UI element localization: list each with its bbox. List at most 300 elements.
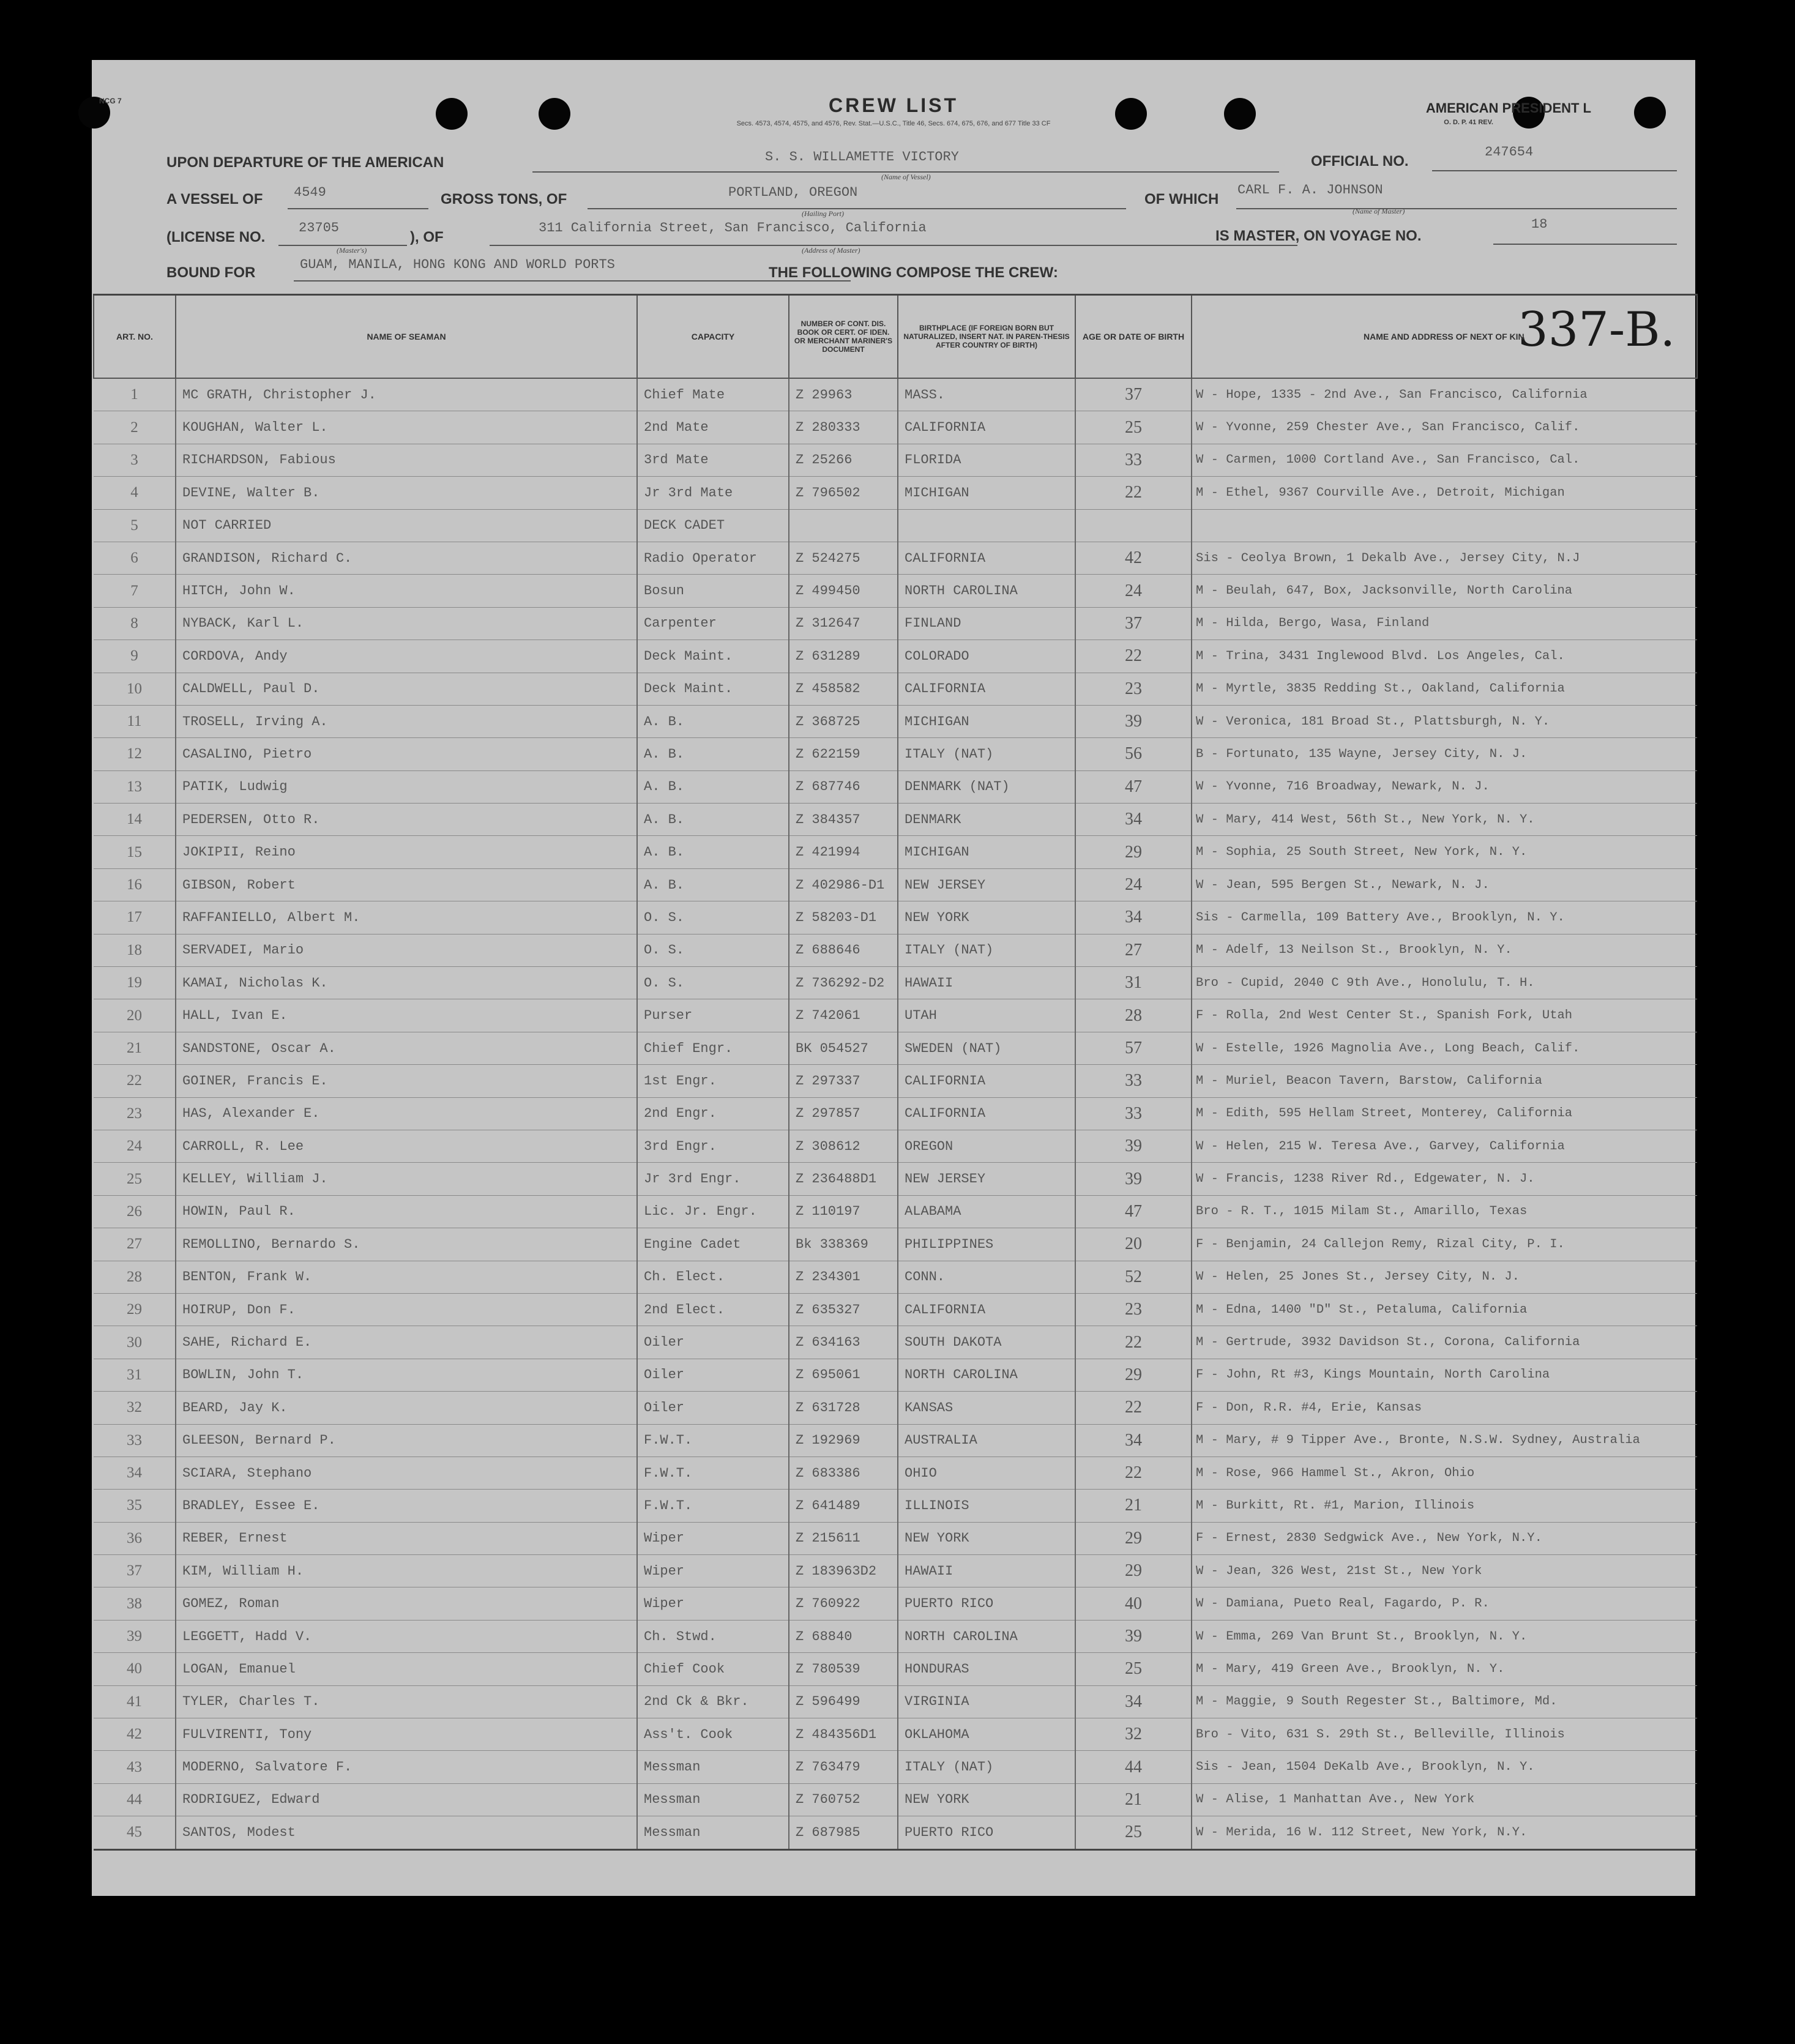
crew-capacity: Lic. Jr. Engr. <box>637 1195 789 1228</box>
crew-table-header <box>94 295 1697 379</box>
crew-capacity: Oiler <box>637 1326 789 1359</box>
crew-capacity: Jr 3rd Engr. <box>637 1163 789 1195</box>
crew-document: Z 215611 <box>789 1522 898 1554</box>
license-no: 23705 <box>299 220 340 236</box>
crew-next-of-kin: M - Burkitt, Rt. #1, Marion, Illinois <box>1192 1490 1697 1522</box>
crew-next-of-kin: W - Helen, 215 W. Teresa Ave., Garvey, California <box>1192 1130 1697 1162</box>
crew-no: 13 <box>94 770 176 803</box>
crew-birthplace: PUERTO RICO <box>898 1816 1075 1849</box>
crew-capacity: Deck Maint. <box>637 640 789 673</box>
of-which-label: OF WHICH <box>1144 191 1219 207</box>
crew-birthplace: CALIFORNIA <box>898 411 1075 444</box>
crew-birthplace: UTAH <box>898 999 1075 1032</box>
table-row <box>94 1293 1697 1326</box>
crew-no: 25 <box>94 1163 176 1195</box>
crew-next-of-kin: M - Sophia, 25 South Street, New York, N. Y. <box>1192 836 1697 868</box>
crew-next-of-kin: M - Myrtle, 3835 Redding St., Oakland, California <box>1192 673 1697 705</box>
table-row <box>94 999 1697 1032</box>
crew-no: 31 <box>94 1359 176 1391</box>
crew-no: 30 <box>94 1326 176 1359</box>
crew-birthplace: FINLAND <box>898 607 1075 640</box>
crew-document: BK 054527 <box>789 1032 898 1064</box>
crew-age: 27 <box>1075 934 1192 966</box>
crew-age: 25 <box>1075 1653 1192 1685</box>
crew-name: HAS, Alexander E. <box>176 1097 637 1130</box>
table-row <box>94 411 1697 444</box>
crew-document: Z 683386 <box>789 1457 898 1489</box>
crew-age: 47 <box>1075 770 1192 803</box>
crew-no: 16 <box>94 868 176 901</box>
crew-birthplace: NEW YORK <box>898 901 1075 934</box>
crew-name: SERVADEI, Mario <box>176 934 637 966</box>
crew-name: TYLER, Charles T. <box>176 1685 637 1718</box>
crew-birthplace: KANSAS <box>898 1392 1075 1424</box>
voyage-no: 18 <box>1531 217 1548 232</box>
crew-age: 29 <box>1075 836 1192 868</box>
crew-next-of-kin: M - Adelf, 13 Neilson St., Brooklyn, N. Y. <box>1192 934 1697 966</box>
crew-no: 29 <box>94 1293 176 1326</box>
crew-birthplace: ILLINOIS <box>898 1490 1075 1522</box>
crew-next-of-kin: Sis - Jean, 1504 DeKalb Ave., Brooklyn, N. Y. <box>1192 1751 1697 1783</box>
crew-no: 8 <box>94 607 176 640</box>
crew-name: MODERNO, Salvatore F. <box>176 1751 637 1783</box>
crew-next-of-kin: W - Jean, 326 West, 21st St., New York <box>1192 1555 1697 1587</box>
of-label: ), OF <box>410 229 444 245</box>
crew-age: 22 <box>1075 1326 1192 1359</box>
crew-birthplace: NORTH CAROLINA <box>898 1620 1075 1652</box>
crew-birthplace: MICHIGAN <box>898 836 1075 868</box>
crew-no: 40 <box>94 1653 176 1685</box>
table-row <box>94 1718 1697 1751</box>
compose-label: THE FOLLOWING COMPOSE THE CREW: <box>769 264 1058 281</box>
crew-capacity: Engine Cadet <box>637 1228 789 1261</box>
crew-next-of-kin: W - Merida, 16 W. 112 Street, New York, N.Y. <box>1192 1816 1697 1849</box>
crew-document: Z 297857 <box>789 1097 898 1130</box>
table-row <box>94 1326 1697 1359</box>
crew-birthplace: CALIFORNIA <box>898 542 1075 574</box>
crew-next-of-kin <box>1192 509 1697 542</box>
crew-capacity: O. S. <box>637 967 789 999</box>
crew-capacity: Wiper <box>637 1587 789 1620</box>
crew-no: 28 <box>94 1261 176 1293</box>
crew-birthplace: NEW YORK <box>898 1783 1075 1816</box>
crew-no: 19 <box>94 967 176 999</box>
table-row <box>94 967 1697 999</box>
crew-birthplace: MICHIGAN <box>898 705 1075 737</box>
crew-capacity: F.W.T. <box>637 1457 789 1489</box>
column-header-capacity: CAPACITY <box>637 295 789 379</box>
crew-age: 29 <box>1075 1522 1192 1554</box>
crew-birthplace: ITALY (NAT) <box>898 934 1075 966</box>
crew-no: 15 <box>94 836 176 868</box>
crew-capacity: Ass't. Cook <box>637 1718 789 1751</box>
bound-for-label: BOUND FOR <box>166 264 256 281</box>
crew-next-of-kin: M - Maggie, 9 South Regester St., Baltimore, Md. <box>1192 1685 1697 1718</box>
crew-age: 25 <box>1075 1816 1192 1849</box>
crew-birthplace: OREGON <box>898 1130 1075 1162</box>
crew-name: GRANDISON, Richard C. <box>176 542 637 574</box>
crew-age: 40 <box>1075 1587 1192 1620</box>
crew-age: 37 <box>1075 607 1192 640</box>
document-title: CREW LIST <box>829 94 958 116</box>
crew-document: Z 458582 <box>789 673 898 705</box>
crew-age: 20 <box>1075 1228 1192 1261</box>
crew-capacity: A. B. <box>637 804 789 836</box>
crew-next-of-kin: W - Estelle, 1926 Magnolia Ave., Long Beach, Calif. <box>1192 1032 1697 1064</box>
table-row <box>94 1130 1697 1162</box>
crew-capacity: Ch. Elect. <box>637 1261 789 1293</box>
crew-birthplace: SOUTH DAKOTA <box>898 1326 1075 1359</box>
table-row <box>94 868 1697 901</box>
crew-next-of-kin: F - Benjamin, 24 Callejon Remy, Rizal City, P. I. <box>1192 1228 1697 1261</box>
crew-document: Z 635327 <box>789 1293 898 1326</box>
crew-capacity: Bosun <box>637 575 789 607</box>
crew-no: 20 <box>94 999 176 1032</box>
crew-document: Z 780539 <box>789 1653 898 1685</box>
voyage-no-line <box>1493 244 1677 245</box>
table-row <box>94 1685 1697 1718</box>
crew-birthplace: CALIFORNIA <box>898 1065 1075 1097</box>
table-row <box>94 1783 1697 1816</box>
crew-capacity: 3rd Engr. <box>637 1130 789 1162</box>
table-row <box>94 1587 1697 1620</box>
crew-no: 42 <box>94 1718 176 1751</box>
crew-birthplace: CALIFORNIA <box>898 1293 1075 1326</box>
crew-no: 26 <box>94 1195 176 1228</box>
hailing-port: PORTLAND, OREGON <box>728 185 858 200</box>
crew-no: 4 <box>94 477 176 509</box>
crew-document: Z 736292-D2 <box>789 967 898 999</box>
crew-no: 36 <box>94 1522 176 1554</box>
crew-document: Bk 338369 <box>789 1228 898 1261</box>
crew-no: 38 <box>94 1587 176 1620</box>
crew-name: KIM, William H. <box>176 1555 637 1587</box>
table-row <box>94 1359 1697 1391</box>
crew-no: 44 <box>94 1783 176 1816</box>
crew-document: Z 384357 <box>789 804 898 836</box>
crew-birthplace: MICHIGAN <box>898 477 1075 509</box>
crew-no: 39 <box>94 1620 176 1652</box>
official-no-label: OFFICIAL NO. <box>1311 153 1409 170</box>
crew-capacity: Messman <box>637 1751 789 1783</box>
crew-name: SAHE, Richard E. <box>176 1326 637 1359</box>
crew-no: 27 <box>94 1228 176 1261</box>
crew-no: 24 <box>94 1130 176 1162</box>
crew-capacity: Messman <box>637 1816 789 1849</box>
crew-next-of-kin: W - Veronica, 181 Broad St., Plattsburgh, N. Y. <box>1192 705 1697 737</box>
crew-birthplace: HAWAII <box>898 967 1075 999</box>
crew-capacity: Deck Maint. <box>637 673 789 705</box>
master-address-caption: (Address of Master) <box>802 246 860 255</box>
crew-document: Z 641489 <box>789 1490 898 1522</box>
company-form-code: O. D. P. 41 REV. <box>1444 119 1493 126</box>
crew-document: Z 760922 <box>789 1587 898 1620</box>
crew-document: Z 687985 <box>789 1816 898 1849</box>
crew-age: 32 <box>1075 1718 1192 1751</box>
hailing-port-line <box>588 208 1126 209</box>
crew-no: 45 <box>94 1816 176 1849</box>
crew-document: Z 368725 <box>789 705 898 737</box>
column-header-no: ART. NO. <box>94 295 176 379</box>
crew-next-of-kin: M - Edna, 1400 "D" St., Petaluma, California <box>1192 1293 1697 1326</box>
crew-birthplace: ITALY (NAT) <box>898 738 1075 770</box>
crew-next-of-kin: W - Francis, 1238 River Rd., Edgewater, N. J. <box>1192 1163 1697 1195</box>
crew-capacity: Oiler <box>637 1359 789 1391</box>
crew-age: 39 <box>1075 1163 1192 1195</box>
crew-name: RICHARDSON, Fabious <box>176 444 637 476</box>
crew-age: 29 <box>1075 1555 1192 1587</box>
crew-age: 56 <box>1075 738 1192 770</box>
crew-name: CORDOVA, Andy <box>176 640 637 673</box>
crew-next-of-kin: Sis - Ceolya Brown, 1 Dekalb Ave., Jersey City, N.J <box>1192 542 1697 574</box>
crew-name: HOWIN, Paul R. <box>176 1195 637 1228</box>
crew-age: 25 <box>1075 411 1192 444</box>
crew-document: Z 596499 <box>789 1685 898 1718</box>
crew-birthplace: NORTH CAROLINA <box>898 1359 1075 1391</box>
crew-document: Z 695061 <box>789 1359 898 1391</box>
crew-capacity: Wiper <box>637 1555 789 1587</box>
crew-table <box>93 294 1698 1851</box>
crew-name: HALL, Ivan E. <box>176 999 637 1032</box>
crew-next-of-kin: Bro - R. T., 1015 Milam St., Amarillo, Texas <box>1192 1195 1697 1228</box>
crew-birthplace: OKLAHOMA <box>898 1718 1075 1751</box>
crew-age: 22 <box>1075 640 1192 673</box>
column-header-birthplace: BIRTHPLACE (IF FOREIGN BORN BUT NATURALIZED, INSERT NAT. IN PAREN-THESIS AFTER COUNTRY OF BIRTH) <box>898 295 1075 379</box>
crew-birthplace: NORTH CAROLINA <box>898 575 1075 607</box>
table-row <box>94 804 1697 836</box>
crew-no: 3 <box>94 444 176 476</box>
gross-tons-line <box>288 208 428 209</box>
table-row <box>94 1261 1697 1293</box>
table-row <box>94 673 1697 705</box>
crew-name: HITCH, John W. <box>176 575 637 607</box>
crew-next-of-kin: B - Fortunato, 135 Wayne, Jersey City, N. J. <box>1192 738 1697 770</box>
crew-capacity: Oiler <box>637 1392 789 1424</box>
crew-birthplace: CALIFORNIA <box>898 1097 1075 1130</box>
crew-document: Z 499450 <box>789 575 898 607</box>
crew-birthplace: NEW JERSEY <box>898 1163 1075 1195</box>
crew-no: 37 <box>94 1555 176 1587</box>
crew-document: Z 192969 <box>789 1424 898 1457</box>
crew-capacity: Chief Cook <box>637 1653 789 1685</box>
crew-age: 42 <box>1075 542 1192 574</box>
crew-birthplace: ITALY (NAT) <box>898 1751 1075 1783</box>
crew-no: 7 <box>94 575 176 607</box>
crew-capacity: 2nd Ck & Bkr. <box>637 1685 789 1718</box>
crew-birthplace: MASS. <box>898 378 1075 411</box>
crew-age: 21 <box>1075 1490 1192 1522</box>
crew-capacity: A. B. <box>637 868 789 901</box>
crew-birthplace: COLORADO <box>898 640 1075 673</box>
crew-name: CALDWELL, Paul D. <box>176 673 637 705</box>
crew-next-of-kin: M - Rose, 966 Hammel St., Akron, Ohio <box>1192 1457 1697 1489</box>
crew-capacity: A. B. <box>637 738 789 770</box>
crew-capacity: Jr 3rd Mate <box>637 477 789 509</box>
master-name-caption: (Name of Master) <box>1353 207 1405 215</box>
crew-next-of-kin: M - Beulah, 647, Box, Jacksonville, North Carolina <box>1192 575 1697 607</box>
crew-next-of-kin: W - Damiana, Pueto Real, Fagardo, P. R. <box>1192 1587 1697 1620</box>
crew-name: DEVINE, Walter B. <box>176 477 637 509</box>
crew-capacity: A. B. <box>637 705 789 737</box>
crew-name: PATIK, Ludwig <box>176 770 637 803</box>
crew-age: 28 <box>1075 999 1192 1032</box>
license-label: (LICENSE NO. <box>166 229 266 245</box>
form-code: NCG 7 <box>99 97 122 105</box>
crew-no: 43 <box>94 1751 176 1783</box>
crew-name: GOMEZ, Roman <box>176 1587 637 1620</box>
column-header-name: NAME OF SEAMAN <box>176 295 637 379</box>
crew-no: 18 <box>94 934 176 966</box>
crew-age: 33 <box>1075 444 1192 476</box>
crew-name: CASALINO, Pietro <box>176 738 637 770</box>
crew-birthplace: PUERTO RICO <box>898 1587 1075 1620</box>
crew-birthplace: DENMARK (NAT) <box>898 770 1075 803</box>
table-row <box>94 1522 1697 1554</box>
crew-no: 17 <box>94 901 176 934</box>
crew-age: 23 <box>1075 1293 1192 1326</box>
table-row <box>94 705 1697 737</box>
crew-birthplace: NEW YORK <box>898 1522 1075 1554</box>
crew-name: FULVIRENTI, Tony <box>176 1718 637 1751</box>
crew-document <box>789 509 898 542</box>
crew-capacity: DECK CADET <box>637 509 789 542</box>
crew-no: 22 <box>94 1065 176 1097</box>
crew-no: 11 <box>94 705 176 737</box>
crew-age: 24 <box>1075 575 1192 607</box>
crew-next-of-kin: M - Gertrude, 3932 Davidson St., Corona, California <box>1192 1326 1697 1359</box>
table-row <box>94 1032 1697 1064</box>
bound-for: GUAM, MANILA, HONG KONG AND WORLD PORTS <box>300 257 615 272</box>
crew-next-of-kin: W - Mary, 414 West, 56th St., New York, N. Y. <box>1192 804 1697 836</box>
crew-name: LEGGETT, Hadd V. <box>176 1620 637 1652</box>
crew-name: BENTON, Frank W. <box>176 1261 637 1293</box>
table-row <box>94 836 1697 868</box>
crew-no: 41 <box>94 1685 176 1718</box>
crew-no: 34 <box>94 1457 176 1489</box>
table-row <box>94 901 1697 934</box>
table-row <box>94 542 1697 574</box>
crew-capacity: Purser <box>637 999 789 1032</box>
crew-capacity: Messman <box>637 1783 789 1816</box>
crew-document: Z 280333 <box>789 411 898 444</box>
crew-capacity: Radio Operator <box>637 542 789 574</box>
crew-no: 10 <box>94 673 176 705</box>
crew-next-of-kin: Sis - Carmella, 109 Battery Ave., Brooklyn, N. Y. <box>1192 901 1697 934</box>
master-address-line <box>490 245 1297 246</box>
crew-document: Z 634163 <box>789 1326 898 1359</box>
crew-capacity: Wiper <box>637 1522 789 1554</box>
crew-age: 23 <box>1075 673 1192 705</box>
crew-next-of-kin: W - Yvonne, 716 Broadway, Newark, N. J. <box>1192 770 1697 803</box>
crew-name: LOGAN, Emanuel <box>176 1653 637 1685</box>
crew-birthplace: ALABAMA <box>898 1195 1075 1228</box>
crew-document: Z 796502 <box>789 477 898 509</box>
crew-name: MC GRATH, Christopher J. <box>176 378 637 411</box>
crew-name: JOKIPII, Reino <box>176 836 637 868</box>
crew-birthplace: VIRGINIA <box>898 1685 1075 1718</box>
crew-name: BRADLEY, Essee E. <box>176 1490 637 1522</box>
column-header-document: NUMBER OF CONT. DIS. BOOK OR CERT. OF IDEN. OR MERCHANT MARINER'S DOCUMENT <box>789 295 898 379</box>
crew-age: 47 <box>1075 1195 1192 1228</box>
crew-no: 21 <box>94 1032 176 1064</box>
handwritten-note: 337-B. <box>1518 302 1676 357</box>
table-row <box>94 1228 1697 1261</box>
gross-tons: 4549 <box>294 185 326 200</box>
table-row <box>94 607 1697 640</box>
bound-for-line <box>294 280 851 282</box>
is-master-label: IS MASTER, ON VOYAGE NO. <box>1215 228 1422 244</box>
crew-next-of-kin: W - Hope, 1335 - 2nd Ave., San Francisco, California <box>1192 378 1697 411</box>
crew-birthplace: HAWAII <box>898 1555 1075 1587</box>
crew-birthplace: OHIO <box>898 1457 1075 1489</box>
table-row <box>94 444 1697 476</box>
crew-name: REBER, Ernest <box>176 1522 637 1554</box>
crew-age: 31 <box>1075 967 1192 999</box>
crew-name: SANTOS, Modest <box>176 1816 637 1849</box>
crew-document: Z 68840 <box>789 1620 898 1652</box>
crew-birthplace: PHILIPPINES <box>898 1228 1075 1261</box>
crew-capacity: A. B. <box>637 770 789 803</box>
gross-tons-label: GROSS TONS, OF <box>441 191 567 207</box>
crew-age: 57 <box>1075 1032 1192 1064</box>
official-no: 247654 <box>1485 144 1534 160</box>
table-row <box>94 1457 1697 1489</box>
crew-birthplace: NEW JERSEY <box>898 868 1075 901</box>
table-row <box>94 1490 1697 1522</box>
crew-document: Z 524275 <box>789 542 898 574</box>
table-row <box>94 1065 1697 1097</box>
crew-document: Z 183963D2 <box>789 1555 898 1587</box>
crew-age <box>1075 509 1192 542</box>
crew-age: 39 <box>1075 1620 1192 1652</box>
vessel-of-label: A VESSEL OF <box>166 191 263 207</box>
crew-age: 22 <box>1075 477 1192 509</box>
crew-age: 22 <box>1075 1392 1192 1424</box>
crew-capacity: Carpenter <box>637 607 789 640</box>
crew-capacity: O. S. <box>637 934 789 966</box>
crew-next-of-kin: W - Alise, 1 Manhattan Ave., New York <box>1192 1783 1697 1816</box>
crew-capacity: O. S. <box>637 901 789 934</box>
crew-document: Z 687746 <box>789 770 898 803</box>
crew-birthplace: HONDURAS <box>898 1653 1075 1685</box>
crew-capacity: 2nd Elect. <box>637 1293 789 1326</box>
crew-capacity: Chief Engr. <box>637 1032 789 1064</box>
table-row <box>94 1195 1697 1228</box>
statute-reference: Secs. 4573, 4574, 4575, and 4576, Rev. Stat.—U.S.C., Title 46, Secs. 674, 675, 676, and 677 Title 33 CF <box>736 120 1051 127</box>
crew-age: 29 <box>1075 1359 1192 1391</box>
crew-no: 5 <box>94 509 176 542</box>
crew-capacity: 2nd Engr. <box>637 1097 789 1130</box>
crew-birthplace <box>898 509 1075 542</box>
master-address: 311 California Street, San Francisco, California <box>539 220 927 236</box>
vessel-name: S. S. WILLAMETTE VICTORY <box>765 149 959 165</box>
crew-document: Z 421994 <box>789 836 898 868</box>
crew-birthplace: FLORIDA <box>898 444 1075 476</box>
crew-name: GIBSON, Robert <box>176 868 637 901</box>
official-no-line <box>1432 170 1677 171</box>
table-row <box>94 640 1697 673</box>
crew-document: Z 110197 <box>789 1195 898 1228</box>
crew-name: NOT CARRIED <box>176 509 637 542</box>
crew-age: 37 <box>1075 378 1192 411</box>
crew-birthplace: DENMARK <box>898 804 1075 836</box>
departure-label: UPON DEPARTURE OF THE AMERICAN <box>166 154 444 171</box>
crew-document: Z 402986-D1 <box>789 868 898 901</box>
crew-age: 34 <box>1075 901 1192 934</box>
table-row <box>94 1653 1697 1685</box>
crew-next-of-kin: F - Don, R.R. #4, Erie, Kansas <box>1192 1392 1697 1424</box>
crew-document: Z 631728 <box>789 1392 898 1424</box>
